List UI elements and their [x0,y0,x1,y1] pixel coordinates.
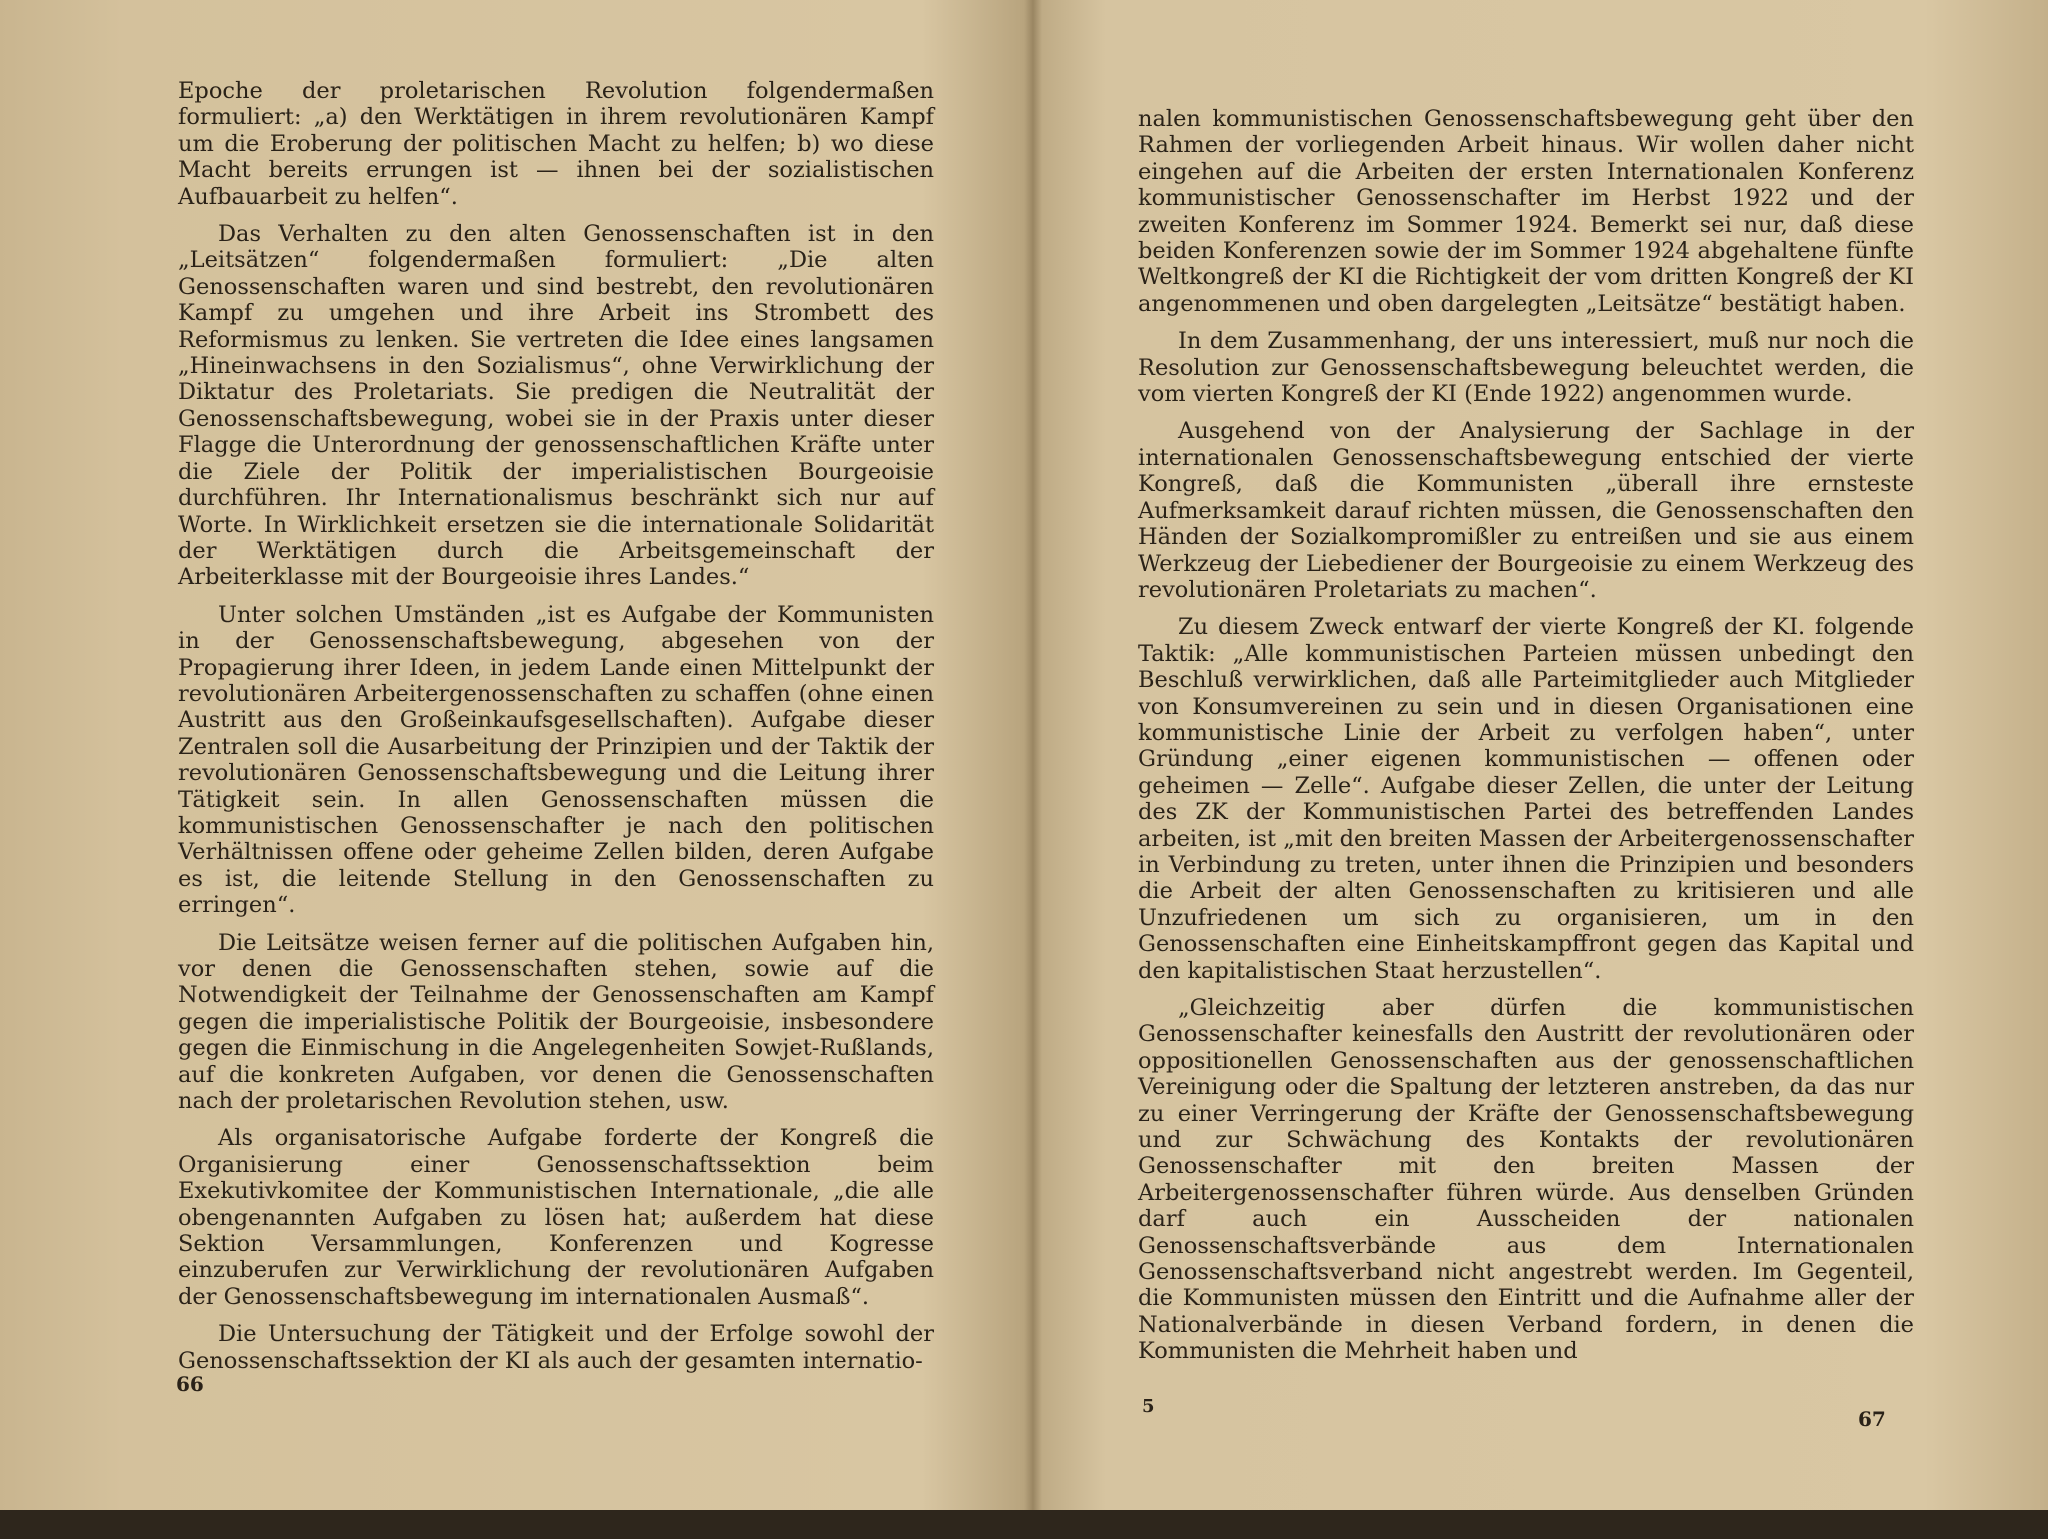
left-text-column [178,78,934,1385]
left-page [0,0,1024,1510]
paragraph: In dem Zusammenhang, der uns interessiert, muß nur noch die Resolution zur Genossenschaftsbewegung beleuchtet werden, die vom vierten Kongreß der KI (Ende 1922) angenommen wurde. [1138,328,1914,408]
paragraph: Als organisatorische Aufgabe forderte der Kongreß die Organisierung einer Genossenschaftssektion beim Exekutivkomitee der Kommunistischen Internationale, „die alle obengenannten Aufgaben zu lösen hat; außerdem hat diese Sektion Versammlungen, Konferenzen und Kogresse einzuberufen zur Verwirklichung der revolutionären Aufgaben der Genossenschaftsbewegung im internationalen Ausmaß“. [178,1125,934,1310]
right-text-column [1138,106,1914,1376]
paragraph: nalen kommunistischen Genossenschaftsbewegung geht über den Rahmen der vorliegenden Arbeit hinaus. Wir wollen daher nicht eingehen auf die Arbeiten der ersten Internationalen Konferenz kommunistischer Genossenschafter im Herbst 1922 und der zweiten Konferenz im Sommer 1924. Bemerkt sei nur, daß diese beiden Konferenzen sowie der im Sommer 1924 abgehaltene fünfte Weltkongreß der KI die Richtigkeit der vom dritten Kongreß der KI angenommenen und oben dargelegten „Leitsätze“ bestätigt haben. [1138,106,1914,317]
page-number: 66 [176,1372,204,1396]
paragraph: Ausgehend von der Analysierung der Sachlage in der internationalen Genossenschaftsbewegung entschied der vierte Kongreß, daß die Kommunisten „überall ihre ernsteste Aufmerksamkeit darauf richten müssen, die Genossenschaften den Händen der Sozialkompromißler zu entreißen und sie aus einem Werkzeug der Liebediener der Bourgeoisie zu einem Werkzeug des revolutionären Proletariats zu machen“. [1138,418,1914,603]
paragraph: Die Untersuchung der Tätigkeit und der Erfolge sowohl der Genossenschaftssektion der KI als auch der gesamten internatio- [178,1321,934,1374]
paragraph: Unter solchen Umständen „ist es Aufgabe der Kommunisten in der Genossenschaftsbewegung, abgesehen von der Propagierung ihrer Ideen, in jedem Lande einen Mittelpunkt der revolutionären Arbeitergenossenschaften zu schaffen (ohne einen Austritt aus den Großeinkaufsgesellschaften). Aufgabe dieser Zentralen soll die Ausarbeitung der Prinzipien und der Taktik der revolutionären Genossenschaftsbewegung und die Leitung ihrer Tätigkeit sein. In allen Genossenschaften müssen die kommunistischen Genossenschafter je nach den politischen Verhältnissen offene oder geheime Zellen bilden, deren Aufgabe es ist, die leitende Stellung in den Genossenschaften zu erringen“. [178,601,934,919]
signature-mark: 5 [1142,1396,1155,1417]
paragraph: Die Leitsätze weisen ferner auf die politischen Aufgaben hin, vor denen die Genossenschaften stehen, sowie auf die Notwendigkeit der Teilnahme der Genossenschaften am Kampf gegen die imperialistische Politik der Bourgeoisie, insbesondere gegen die Einmischung in die Angelegenheiten Sowjet-Rußlands, auf die konkreten Aufgaben, vor denen die Genossenschaften nach der proletarischen Revolution stehen, usw. [178,929,934,1115]
right-page [1024,0,2048,1510]
paragraph: „Gleichzeitig aber dürfen die kommunistischen Genossenschafter keinesfalls den Austritt der revolutionären oder oppositionellen Genossenschaften aus der genossenschaftlichen Vereinigung oder die Spaltung der letzteren anstreben, da das nur zu einer Verringerung der Kräfte der Genossenschaftsbewegung und zur Schwächung des Kontakts der revolutionären Genossenschafter mit den breiten Massen der Arbeitergenossenschafter führen würde. Aus denselben Gründen darf auch ein Ausscheiden der nationalen Genossenschaftsverbände aus dem Internationalen Genossenschaftsverband nicht angestrebt werden. Im Gegenteil, die Kommunisten müssen den Eintritt und die Aufnahme aller der Nationalverbände in diesen Verband fordern, in denen die Kommunisten die Mehrheit haben und [1138,995,1914,1365]
paragraph: Epoche der proletarischen Revolution folgendermaßen formuliert: „a) den Werktätigen in ihrem revolutionären Kampf um die Eroberung der politischen Macht zu helfen; b) wo diese Macht bereits errungen ist — ihnen bei der sozialistischen Aufbauarbeit zu helfen“. [178,78,934,210]
scan-bottom-edge [0,1510,2048,1539]
page-number: 67 [1858,1407,1886,1431]
paragraph: Zu diesem Zweck entwarf der vierte Kongreß der KI. folgende Taktik: „Alle kommunistischen Parteien müssen unbedingt den Beschluß verwirklichen, daß alle Parteimitglieder auch Mitglieder von Konsumvereinen zu sein und in diesen Organisationen eine kommunistische Linie der Arbeit zu verfolgen haben“, unter Gründung „einer eigenen kommunistischen — offenen oder geheimen — Zelle“. Aufgabe dieser Zellen, die unter der Leitung des ZK der Kommunistischen Partei des betreffenden Landes arbeiten, ist „mit den breiten Massen der Arbeitergenossenschafter in Verbindung zu treten, unter ihnen die Prinzipien und besonders die Arbeit der alten Genossenschaften zu kritisieren und alle Unzufriedenen um sich zu organisieren, um in den Genossenschaften eine Einheitskampffront gegen das Kapital und den kapitalistischen Staat herzustellen“. [1138,614,1914,984]
paragraph: Das Verhalten zu den alten Genossenschaften ist in den „Leitsätzen“ folgendermaßen formuliert: „Die alten Genossenschaften waren und sind bestrebt, den revolutionären Kampf zu umgehen und ihre Arbeit ins Strombett des Reformismus zu lenken. Sie vertreten die Idee eines langsamen „Hineinwachsens in den Sozialismus“, ohne Verwirklichung der Diktatur des Proletariats. Sie predigen die Neutralität der Genossenschaftsbewegung, wobei sie in der Praxis unter dieser Flagge die Unterordnung der genossenschaftlichen Kräfte unter die Ziele der Politik der imperialistischen Bourgeoisie durchführen. Ihr Internationalismus beschränkt sich nur auf Worte. In Wirklichkeit ersetzen sie die internationale Solidarität der Werktätigen durch die Arbeitsgemeinschaft der Arbeiterklasse mit der Bourgeoisie ihres Landes.“ [178,221,934,591]
